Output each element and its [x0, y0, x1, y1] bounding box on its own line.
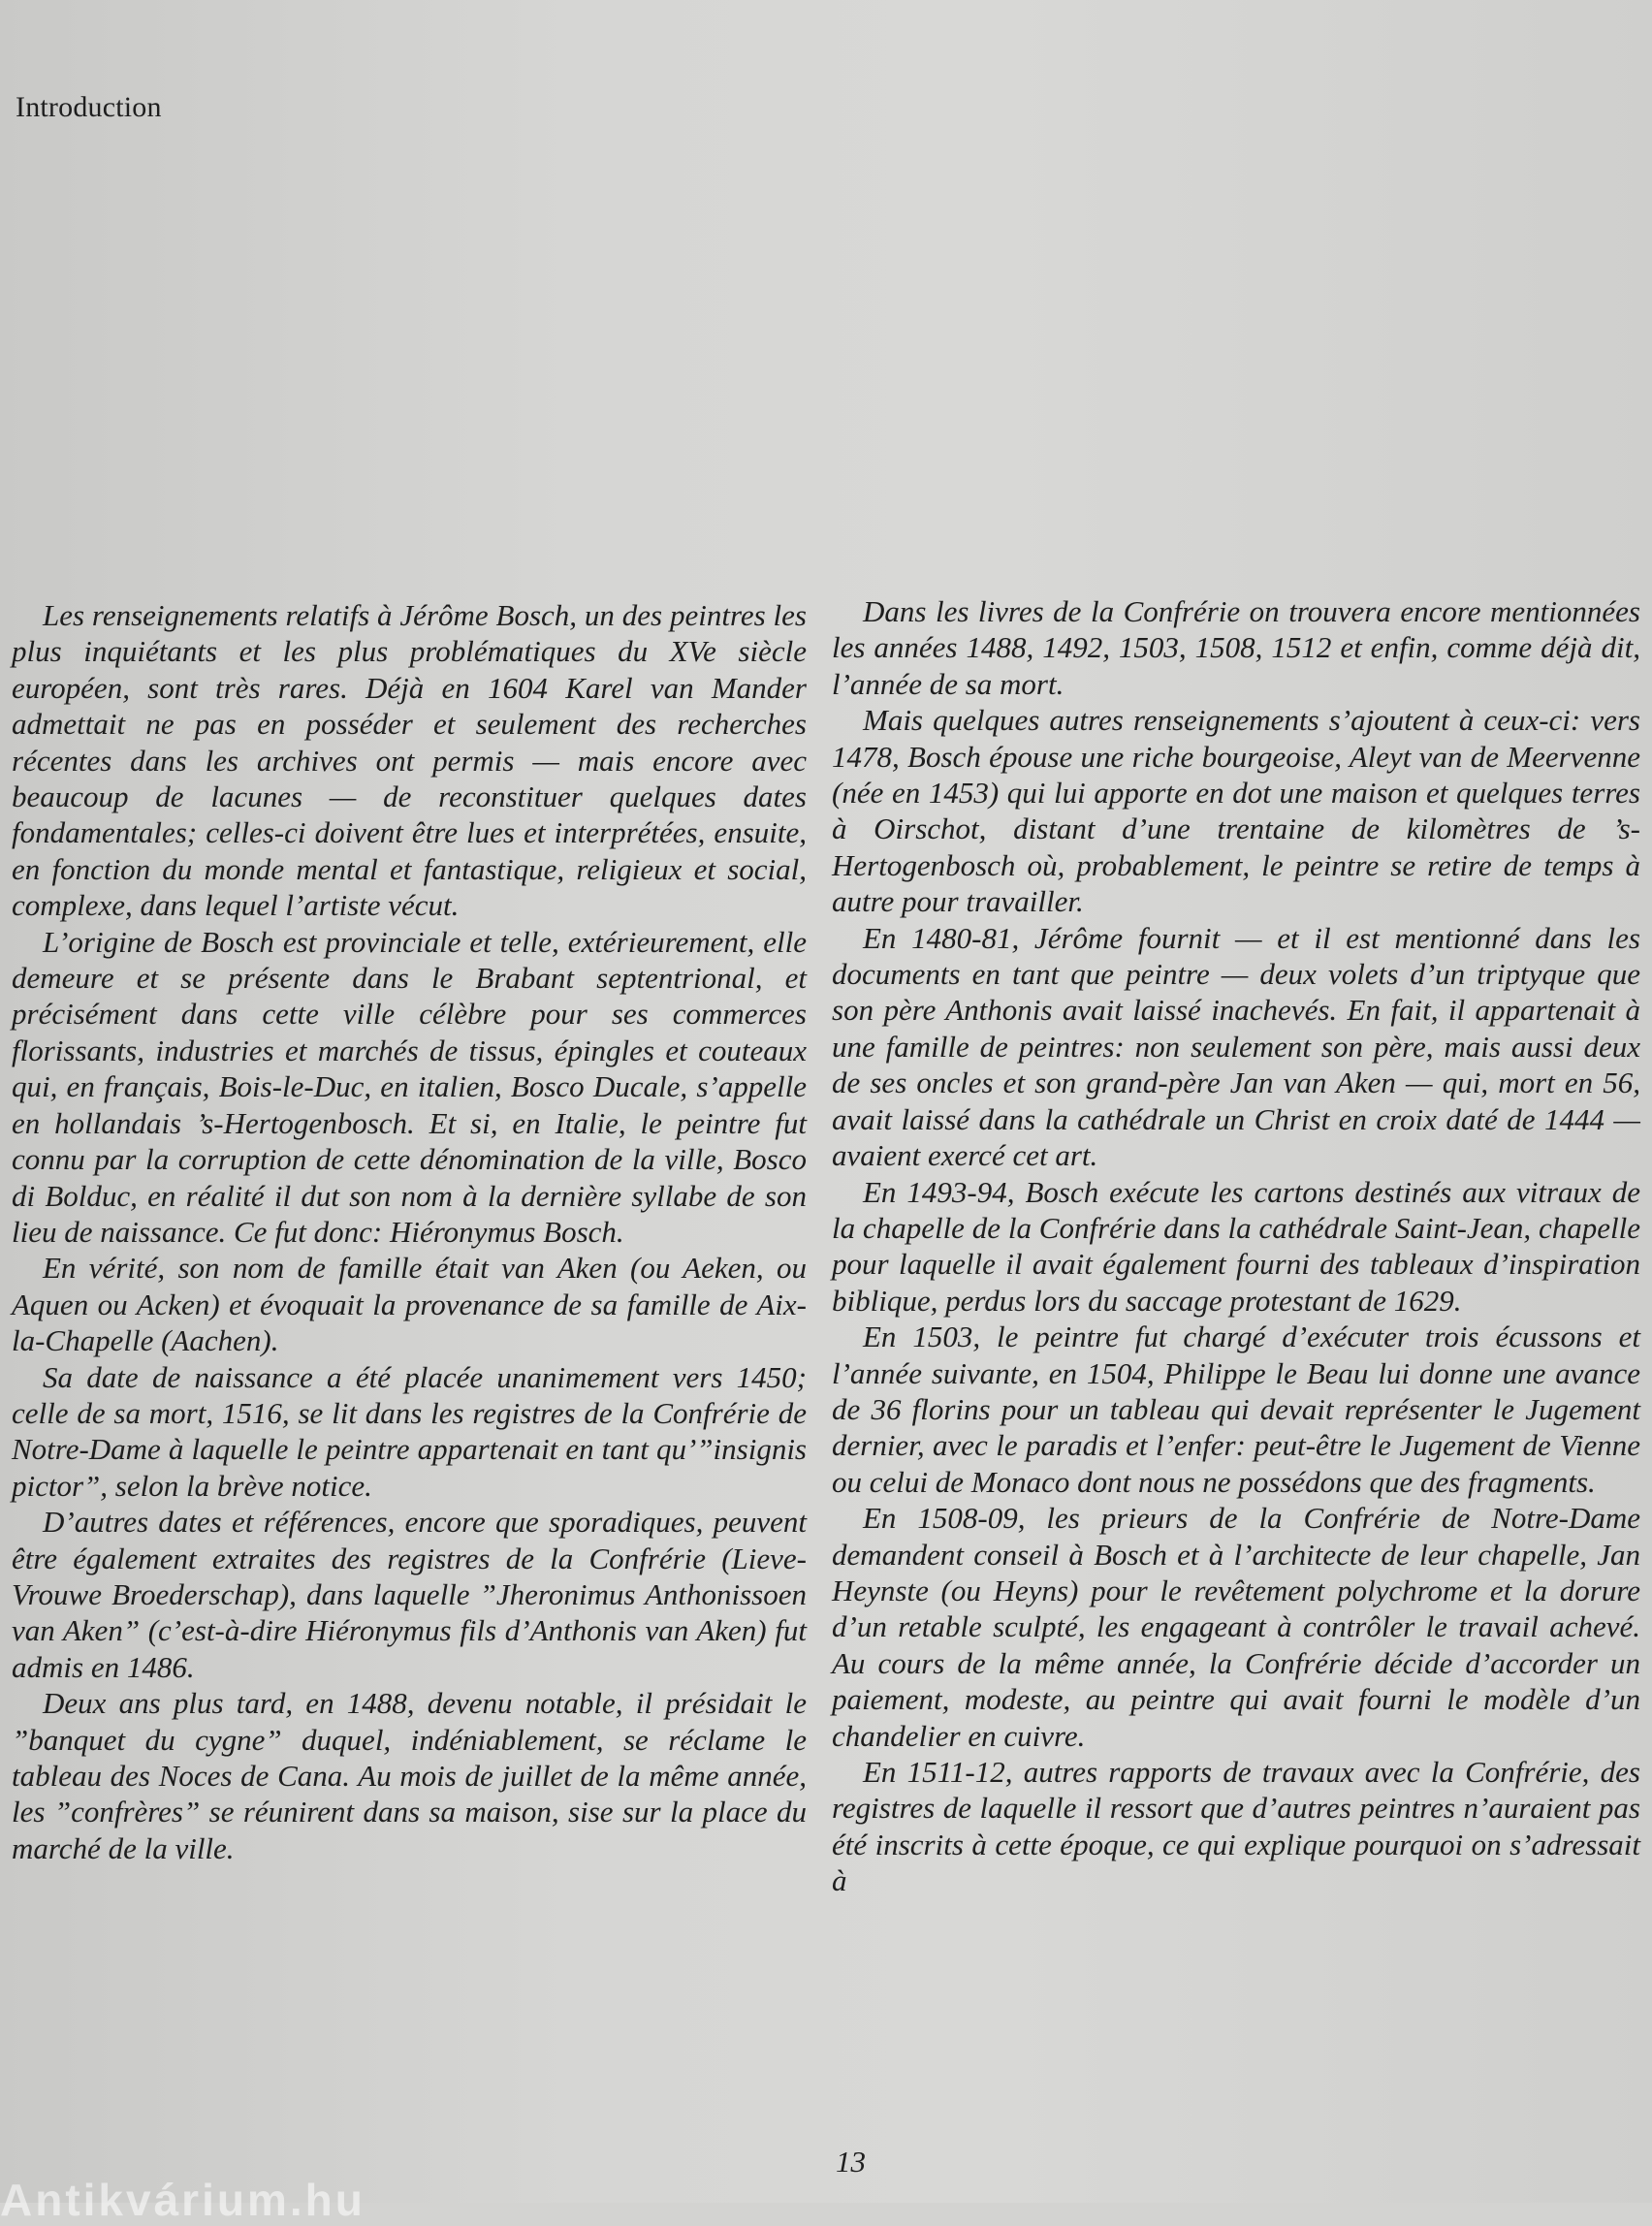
paragraph: L’origine de Bosch est provinciale et telle, extérieurement, elle demeure et se présente dans le Brabant septentrional, et précisément dans cette ville célèbre pour ses commerces florissants, industries et marchés de tissus, épingles et couteaux qui, en français, Bois-le-Duc, en italien, Bosco Ducale, s’appelle en hollandais ’s-Hertogenbosch. Et si, en Italie, le peintre fut connu par la corruption de cette dénomination de la ville, Bosco di Bolduc, en réalité il dut son nom à la dernière syllabe de son lieu de naissance. Ce fut donc: Hiéronymus Bosch.	[12, 924, 807, 1249]
paragraph: En 1508-09, les prieurs de la Confrérie de Notre-Dame demandent conseil à Bosch et à l’architecte de leur chapelle, Jan Heynste (ou Heyns) pour le revêtement polychrome et la dorure d’un retable sculpté, les engageant à contrôler le travail achevé. Au cours de la même année, la Confrérie décide d’accorder un paiement, modeste, au peintre qui avait fourni le modèle d’un chandelier en cuivre.	[832, 1501, 1640, 1753]
paragraph: D’autres dates et références, encore que sporadiques, peuvent être également extraites des registres de la Confrérie (Lieve-Vrouwe Broederschap), dans laquelle ”Jheronimus Anthonissoen van Aken” (c’est-à-dire Hiéronymus fils d’Anthonis van Aken) fut admis en 1486.	[12, 1505, 807, 1684]
paragraph: En 1511-12, autres rapports de travaux avec la Confrérie, des registres de laquelle il ressort que d’autres peintres n’auraient pas été inscrits à cette époque, ce qui explique pourquoi on s’adressait à	[832, 1755, 1640, 1898]
paragraph: Dans les livres de la Confrérie on trouvera encore mentionnées les années 1488, 1492, 1503, 1508, 1512 et enfin, comme déjà dit, l’année de sa mort.	[832, 594, 1640, 701]
paragraph: En 1480-81, Jérôme fournit — et il est mentionné dans les documents en tant que peintre — deux volets d’un triptyque que son père Anthonis avait laissé inachevés. En fait, il appartenait à une famille de peintres: non seulement son père, mais aussi deux de ses oncles et son grand-père Jan van Aken — qui, mort en 56, avait laissé dans la cathédrale un Christ en croix daté de 1444 — avaient exercé cet art.	[832, 920, 1640, 1173]
paragraph: Mais quelques autres renseignements s’ajoutent à ceux-ci: vers 1478, Bosch épouse une riche bourgeoise, Aleyt van de Meervenne (née en 1453) qui lui apporte en dot une maison et quelques terres à Oirschot, distant d’une trentaine de kilomètres de ’s-Hertogenbosch où, probablement, le peintre se retire de temps à autre pour travailler.	[832, 703, 1640, 919]
paragraph: Deux ans plus tard, en 1488, devenu notable, il présidait le ”banquet du cygne” duquel, indéniablement, se réclame le tableau des Noces de Cana. Au mois de juillet de la même année, les ”confrères” se réunirent dans sa maison, sise sur la place du marché de la ville.	[12, 1686, 807, 1865]
paragraph: Sa date de naissance a été placée unanimement vers 1450; celle de sa mort, 1516, se lit dans les registres de la Confrérie de Notre-Dame à laquelle le peintre appartenait en tant qu’”insignis pictor”, selon la brève notice.	[12, 1359, 807, 1503]
left-text-column	[12, 597, 807, 1866]
paragraph: Les renseignements relatifs à Jérôme Bosch, un des peintres les plus inquiétants et les plus problématiques du XVe siècle européen, sont très rares. Déjà en 1604 Karel van Mander admettait ne pas en posséder et seulement des recherches récentes dans les archives ont permis — mais encore avec beaucoup de lacunes — de reconstituer quelques dates fondamentales; celles-ci doivent être lues et interprétées, ensuite, en fonction du monde mental et fantastique, religieux et social, complexe, dans lequel l’artiste vécut.	[12, 598, 807, 923]
paragraph: En 1493-94, Bosch exécute les cartons destinés aux vitraux de la chapelle de la Confrérie dans la cathédrale Saint-Jean, chapelle pour laquelle il avait également fourni des tableaux d’inspiration biblique, perdus lors du saccage protestant de 1629.	[832, 1174, 1640, 1318]
paragraph: En 1503, le peintre fut chargé d’exécuter trois écussons et l’année suivante, en 1504, Philippe le Beau lui donne une avance de 36 florins pour un tableau qui devait représenter le Jugement dernier, avec le paradis et l’enfer: peut-être le Jugement de Vienne ou celui de Monaco dont nous ne possédons que des fragments.	[832, 1320, 1640, 1499]
section-title: Introduction	[16, 91, 162, 123]
page-number: 13	[836, 2145, 866, 2178]
right-text-column	[832, 593, 1640, 1899]
watermark: Antikvárium.hu	[0, 2175, 365, 2225]
paragraph: En vérité, son nom de famille était van Aken (ou Aeken, ou Aquen ou Acken) et évoquait la provenance de sa famille de Aix-la-Chapelle (Aachen).	[12, 1251, 807, 1358]
